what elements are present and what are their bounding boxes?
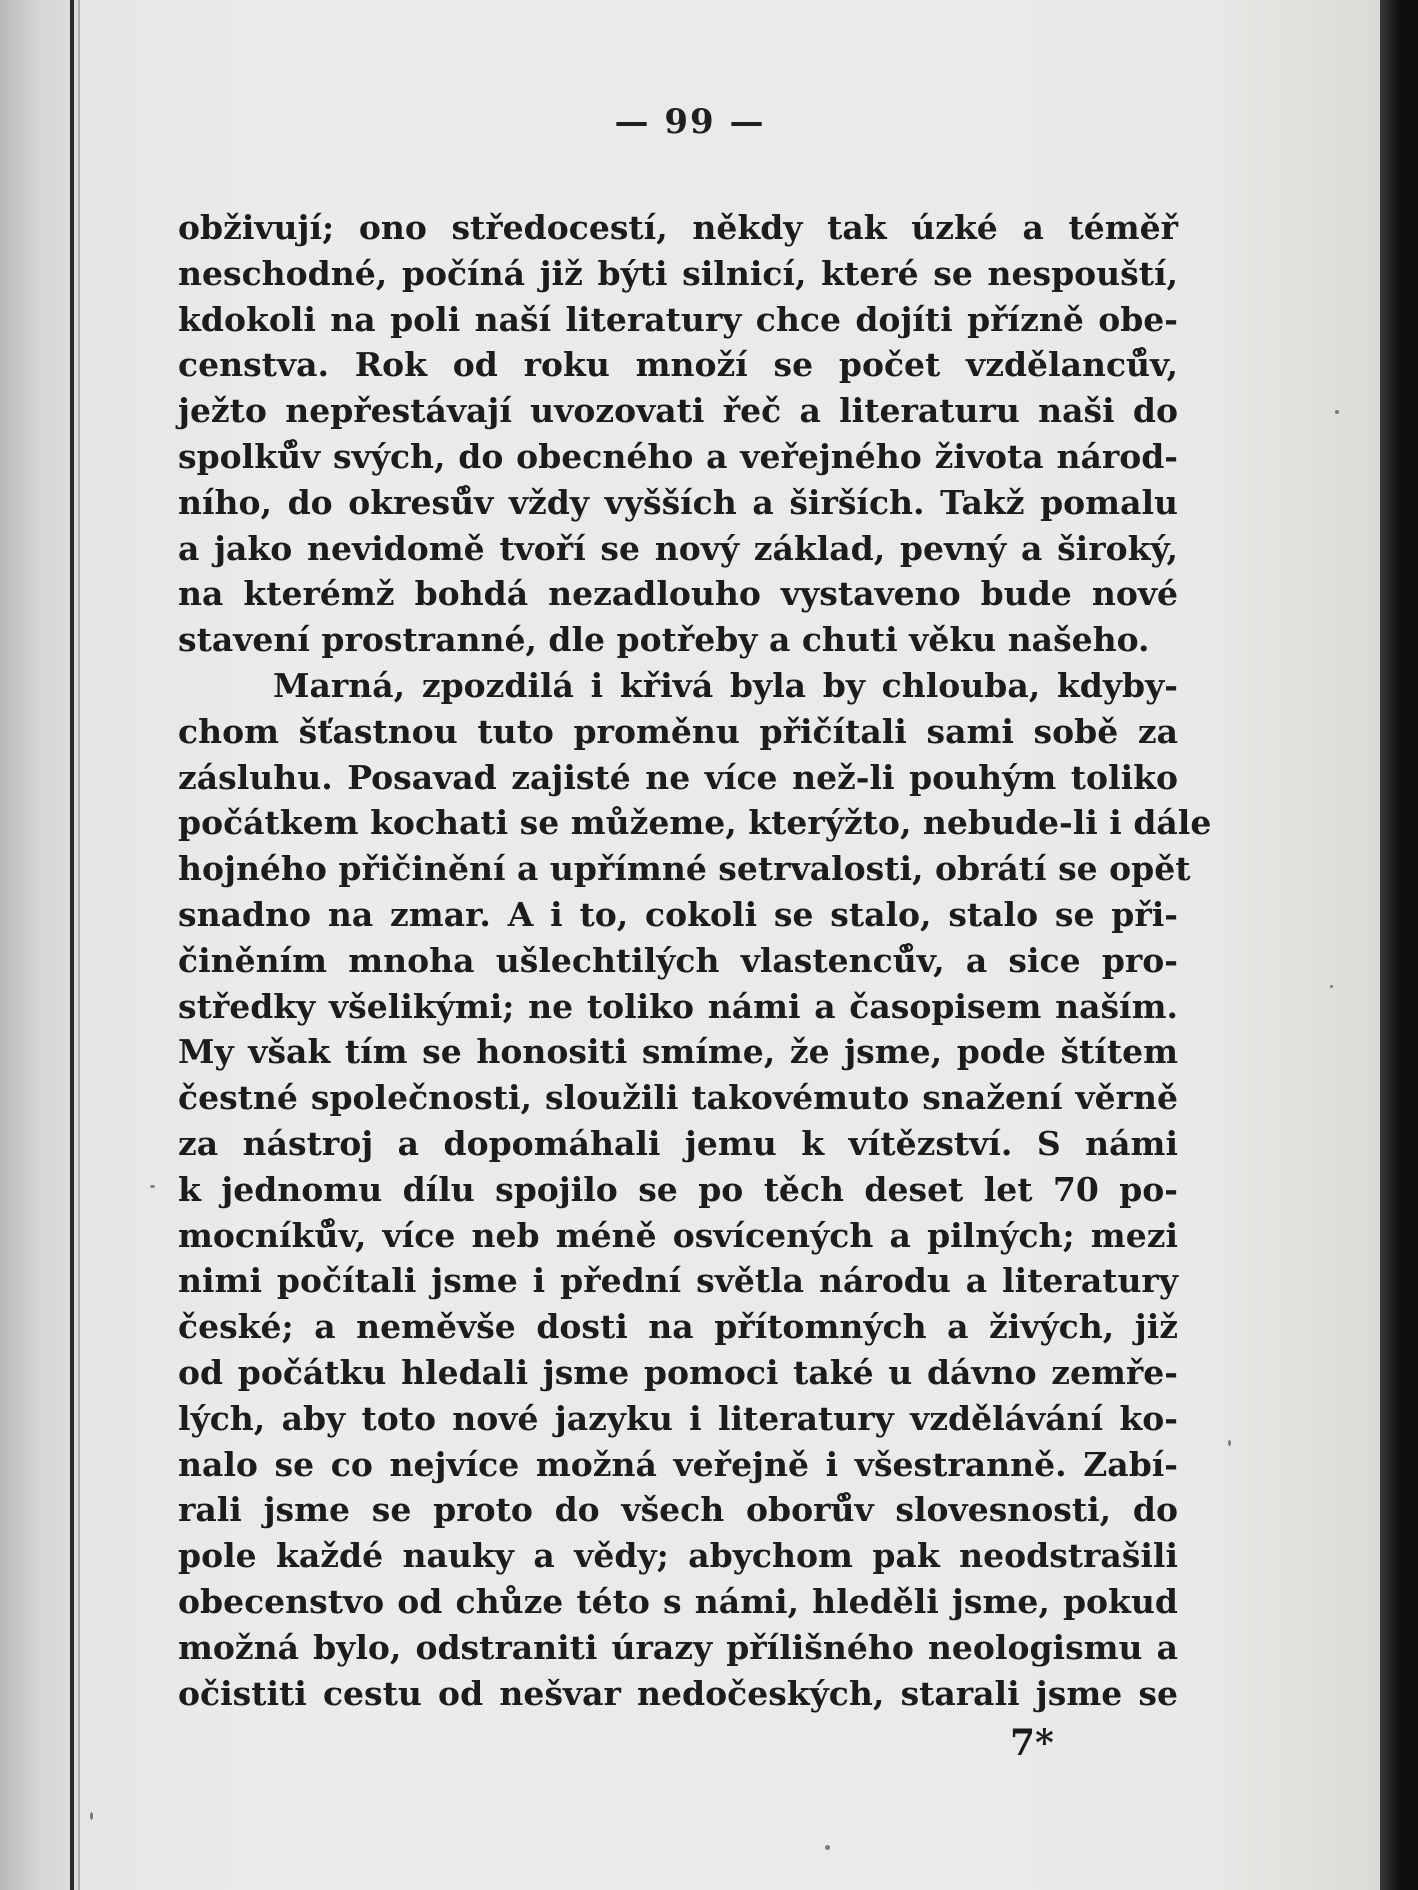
text-line: činěním mnoha ušlechtilých vlastenců̊v, a sice pro- <box>178 940 1178 980</box>
text-line: a jako nevidomě tvoří se nový základ, pevný a široký, <box>178 528 1178 568</box>
text-line: stavení prostranné, dle potřeby a chuti věku našeho. <box>178 620 1150 660</box>
text-line: mocníků̊v, více neb méně osvícených a pilných; mezi <box>178 1215 1178 1255</box>
paper-speck <box>1335 410 1339 414</box>
text-line: hojného přičinění a upřímné setrvalosti, obrátí se opět <box>178 849 1191 889</box>
text-line: od počátku hledali jsme pomoci také u dávno zemře- <box>178 1352 1178 1392</box>
text-line: české; a neměvše dosti na přítomných a živých, již <box>178 1307 1178 1347</box>
text-line: neschodné, počíná již býti silnicí, které se nespouští, <box>178 253 1178 293</box>
text-line: ježto nepřestávají uvozovati řeč a literaturu naši do <box>178 391 1178 431</box>
binding-gutter <box>70 0 74 1890</box>
text-line: pole každé nauky a vědy; abychom pak neodstrašili <box>178 1536 1178 1576</box>
paper-speck <box>150 1185 155 1188</box>
text-line: čestné společnosti, sloužili takovémuto snažení věrně <box>178 1078 1178 1118</box>
paper-speck <box>90 1812 93 1820</box>
text-line: obecenstvo od chůze této s námi, hleděli jsme, pokud <box>178 1581 1178 1621</box>
signature-mark: 7* <box>1010 1722 1054 1764</box>
text-line: lých, aby toto nové jazyku i literatury vzdělávání ko- <box>178 1398 1178 1438</box>
text-line: za nástroj a dopomáhali jemu k vítězství. S námi <box>178 1123 1178 1163</box>
text-line: na kterémž bohdá nezadlouho vystaveno bude nové <box>178 574 1178 614</box>
text-line: možná bylo, odstraniti úrazy přílišného neologismu a <box>178 1627 1178 1667</box>
text-line: k jednomu dílu spojilo se po těch deset let 70 po- <box>178 1169 1178 1209</box>
paper-speck <box>825 1845 830 1850</box>
text-line: rali jsme se proto do všech oborů̊v slovesnosti, do <box>178 1490 1178 1530</box>
text-line: nalo se co nejvíce možná veřejně i všestranně. Zabí- <box>178 1444 1178 1484</box>
text-line: spolků̊v svých, do obecného a veřejného života národ- <box>178 436 1178 476</box>
text-line: ního, do okresů̊v vždy vyšších a širších. Takž pomalu <box>178 482 1178 522</box>
text-line: počátkem kochati se můžeme, kterýžto, nebude-li i dále <box>178 803 1212 843</box>
text-line: očistiti cestu od nešvar nedočeských, starali jsme se <box>178 1673 1178 1713</box>
body-text <box>178 205 1212 1716</box>
binding-gutter-shadow <box>78 0 80 1890</box>
page-left-edge <box>0 0 78 1890</box>
page-number: — 99 — <box>614 102 766 142</box>
text-line: kdokoli na poli naší literatury chce dojíti přízně obe- <box>178 299 1178 339</box>
paper-speck <box>1228 1440 1231 1446</box>
text-line: obživují; ono středocestí, někdy tak úzké a téměř <box>178 208 1178 247</box>
paper-speck <box>1330 985 1333 988</box>
text-line: snadno na zmar. A i to, cokoli se stalo, stalo se při- <box>178 894 1178 934</box>
text-line: Marná, zpozdilá i křivá byla by chlouba, kdyby- <box>273 665 1178 705</box>
text-line: nimi počítali jsme i přední světla národu a literatury <box>178 1261 1178 1301</box>
page-edge-shadow <box>1380 0 1418 1890</box>
text-line: středky všelikými; ne toliko námi a časopisem naším. <box>178 986 1178 1026</box>
text-line: chom šťastnou tuto proměnu přičítali sami sobě za <box>178 711 1178 751</box>
text-line: censtva. Rok od roku množí se počet vzdělanců̊v, <box>178 345 1178 385</box>
text-line: My však tím se honositi smíme, že jsme, pode štítem <box>178 1032 1178 1072</box>
text-line: zásluhu. Posavad zajisté ne více než-li pouhým toliko <box>178 757 1178 797</box>
